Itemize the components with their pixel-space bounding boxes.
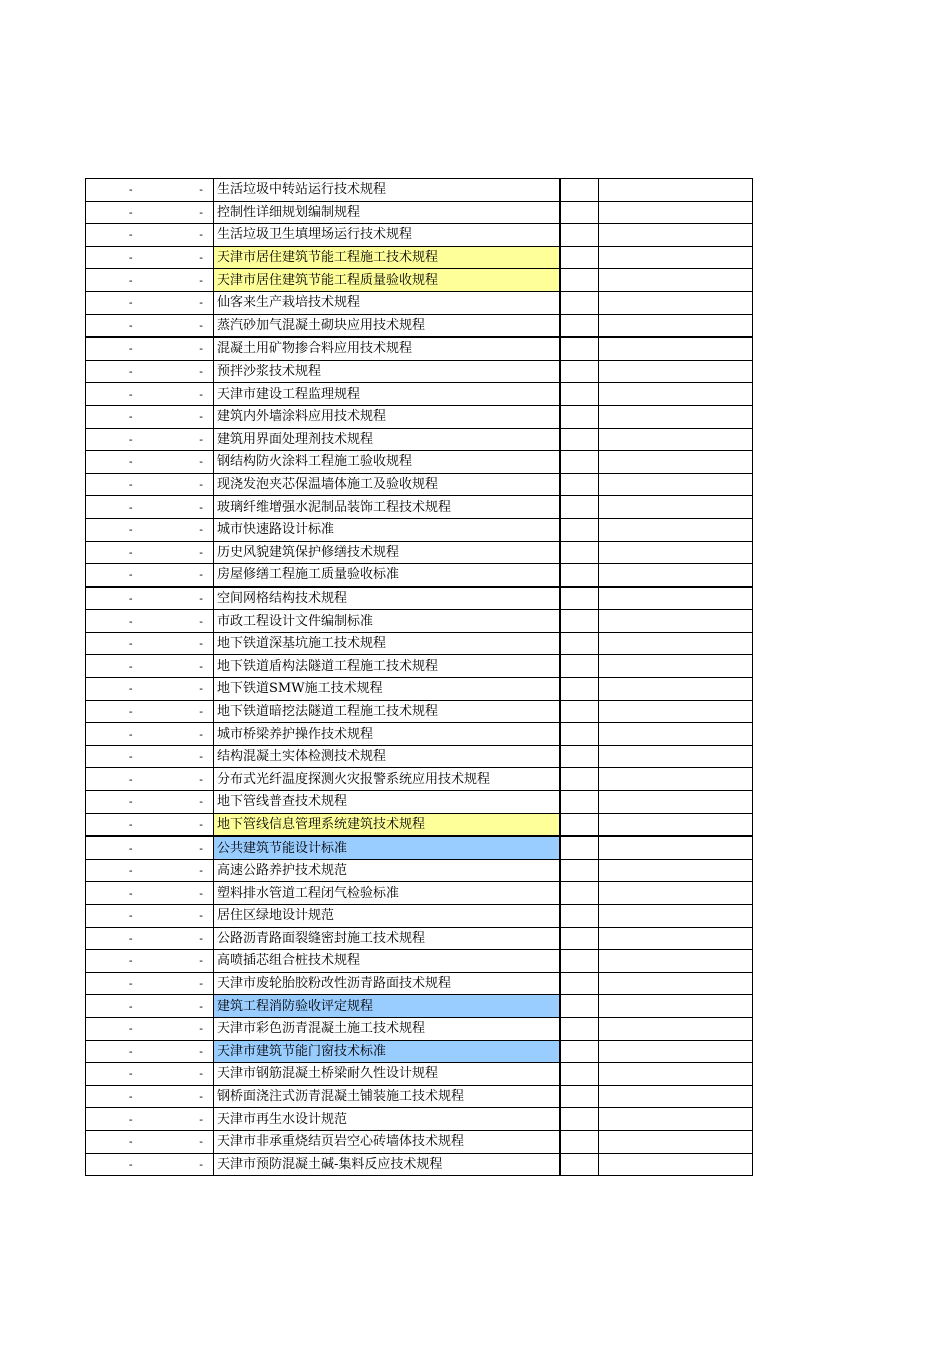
table-row xyxy=(86,246,753,269)
dash-cell-a[interactable]: - xyxy=(86,950,176,973)
empty-cell[interactable] xyxy=(599,428,753,451)
dash-cell-b[interactable]: - xyxy=(176,1017,214,1040)
empty-cell[interactable] xyxy=(599,1017,753,1040)
standard-name-cell[interactable]: 控制性详细规划编制规程 xyxy=(214,201,560,224)
table-row xyxy=(86,337,753,360)
empty-cell[interactable] xyxy=(599,201,753,224)
standard-name-cell[interactable]: 蒸汽砂加气混凝土砌块应用技术规程 xyxy=(214,314,560,337)
table-row xyxy=(86,1108,753,1131)
empty-cell[interactable] xyxy=(560,655,599,678)
empty-cell[interactable] xyxy=(560,882,599,905)
dash-cell-a[interactable]: - xyxy=(86,927,176,950)
dash-cell-b[interactable]: - xyxy=(176,995,214,1018)
standard-name-cell[interactable]: 空间网格结构技术规程 xyxy=(214,587,560,610)
dash-cell-a[interactable]: - xyxy=(86,451,176,474)
standard-name-cell[interactable]: 天津市居住建筑节能工程质量验收规程 xyxy=(214,269,560,292)
dash-cell-b[interactable]: - xyxy=(176,791,214,814)
table-row xyxy=(86,655,753,678)
table-row xyxy=(86,269,753,292)
dash-cell-b[interactable]: - xyxy=(176,496,214,519)
standard-name-cell[interactable]: 天津市建筑节能门窗技术标准 xyxy=(214,1040,560,1063)
dash-cell-b[interactable]: - xyxy=(176,360,214,383)
dash-cell-b[interactable]: - xyxy=(176,1130,214,1153)
empty-cell[interactable] xyxy=(560,1085,599,1108)
empty-cell[interactable] xyxy=(560,995,599,1018)
table-row xyxy=(86,905,753,928)
dash-cell-b[interactable]: - xyxy=(176,859,214,882)
empty-cell[interactable] xyxy=(599,1040,753,1063)
dash-cell-a[interactable]: - xyxy=(86,1153,176,1176)
empty-cell[interactable] xyxy=(599,1153,753,1176)
dash-cell-b[interactable]: - xyxy=(176,1063,214,1086)
dash-cell-a[interactable]: - xyxy=(86,428,176,451)
dash-cell-a[interactable]: - xyxy=(86,610,176,633)
empty-cell[interactable] xyxy=(599,905,753,928)
empty-cell[interactable] xyxy=(560,768,599,791)
dash-cell-a[interactable]: - xyxy=(86,201,176,224)
empty-cell[interactable] xyxy=(599,859,753,882)
dash-cell-a[interactable]: - xyxy=(86,1108,176,1131)
dash-cell-b[interactable]: - xyxy=(176,451,214,474)
standard-name-cell[interactable]: 生活垃圾中转站运行技术规程 xyxy=(214,179,560,202)
table-row xyxy=(86,678,753,701)
table-row xyxy=(86,995,753,1018)
empty-cell[interactable] xyxy=(599,383,753,406)
table-row xyxy=(86,1017,753,1040)
dash-cell-a[interactable]: - xyxy=(86,1017,176,1040)
dash-cell-b[interactable]: - xyxy=(176,405,214,428)
empty-cell[interactable] xyxy=(560,1040,599,1063)
dash-cell-a[interactable]: - xyxy=(86,337,176,360)
dash-cell-a[interactable]: - xyxy=(86,383,176,406)
standard-name-cell[interactable]: 结构混凝土实体检测技术规程 xyxy=(214,745,560,768)
empty-cell[interactable] xyxy=(560,428,599,451)
table-row xyxy=(86,224,753,247)
standard-name-cell[interactable]: 预拌沙浆技术规程 xyxy=(214,360,560,383)
standard-name-cell[interactable]: 城市桥梁养护操作技术规程 xyxy=(214,723,560,746)
table-row xyxy=(86,1153,753,1176)
dash-cell-a[interactable]: - xyxy=(86,791,176,814)
table-row xyxy=(86,859,753,882)
empty-cell[interactable] xyxy=(560,451,599,474)
standard-name-cell[interactable]: 建筑内外墙涂料应用技术规程 xyxy=(214,405,560,428)
empty-cell[interactable] xyxy=(560,632,599,655)
table-row xyxy=(86,610,753,633)
standard-name-cell[interactable]: 天津市再生水设计规范 xyxy=(214,1108,560,1131)
standards-table xyxy=(85,178,753,1176)
empty-cell[interactable] xyxy=(560,927,599,950)
empty-cell[interactable] xyxy=(560,314,599,337)
dash-cell-b[interactable]: - xyxy=(176,1085,214,1108)
empty-cell[interactable] xyxy=(599,745,753,768)
empty-cell[interactable] xyxy=(599,995,753,1018)
empty-cell[interactable] xyxy=(599,360,753,383)
table-row xyxy=(86,632,753,655)
empty-cell[interactable] xyxy=(599,179,753,202)
empty-cell[interactable] xyxy=(560,405,599,428)
dash-cell-b[interactable]: - xyxy=(176,473,214,496)
empty-cell[interactable] xyxy=(560,360,599,383)
standard-name-cell[interactable]: 地下铁道盾构法隧道工程施工技术规程 xyxy=(214,655,560,678)
standard-name-cell[interactable]: 公共建筑节能设计标准 xyxy=(214,836,560,859)
empty-cell[interactable] xyxy=(560,723,599,746)
empty-cell[interactable] xyxy=(599,632,753,655)
dash-cell-a[interactable]: - xyxy=(86,269,176,292)
standard-name-cell[interactable]: 地下铁道暗挖法隧道工程施工技术规程 xyxy=(214,700,560,723)
standard-name-cell[interactable]: 房屋修缮工程施工质量验收标准 xyxy=(214,564,560,587)
empty-cell[interactable] xyxy=(599,564,753,587)
dash-cell-a[interactable]: - xyxy=(86,859,176,882)
dash-cell-b[interactable]: - xyxy=(176,518,214,541)
empty-cell[interactable] xyxy=(599,927,753,950)
dash-cell-a[interactable]: - xyxy=(86,995,176,1018)
standard-name-cell[interactable]: 现浇发泡夹芯保温墙体施工及验收规程 xyxy=(214,473,560,496)
empty-cell[interactable] xyxy=(599,723,753,746)
standard-name-cell[interactable]: 生活垃圾卫生填埋场运行技术规程 xyxy=(214,224,560,247)
empty-cell[interactable] xyxy=(599,496,753,519)
standards-table-body xyxy=(86,179,753,1176)
empty-cell[interactable] xyxy=(599,473,753,496)
empty-cell[interactable] xyxy=(599,972,753,995)
dash-cell-a[interactable]: - xyxy=(86,496,176,519)
empty-cell[interactable] xyxy=(599,1130,753,1153)
table-row xyxy=(86,972,753,995)
dash-cell-a[interactable]: - xyxy=(86,564,176,587)
standard-name-cell[interactable]: 城市快速路设计标准 xyxy=(214,518,560,541)
standard-name-cell[interactable]: 钢桥面浇注式沥青混凝土铺装施工技术规程 xyxy=(214,1085,560,1108)
table-row xyxy=(86,791,753,814)
table-row xyxy=(86,745,753,768)
dash-cell-b[interactable]: - xyxy=(176,723,214,746)
table-row xyxy=(86,291,753,314)
empty-cell[interactable] xyxy=(599,587,753,610)
empty-cell[interactable] xyxy=(560,587,599,610)
empty-cell[interactable] xyxy=(560,246,599,269)
dash-cell-b[interactable]: - xyxy=(176,179,214,202)
table-row xyxy=(86,518,753,541)
dash-cell-a[interactable]: - xyxy=(86,972,176,995)
empty-cell[interactable] xyxy=(560,791,599,814)
standard-name-cell[interactable]: 天津市彩色沥青混凝土施工技术规程 xyxy=(214,1017,560,1040)
dash-cell-a[interactable]: - xyxy=(86,678,176,701)
empty-cell[interactable] xyxy=(599,610,753,633)
dash-cell-b[interactable]: - xyxy=(176,383,214,406)
table-row xyxy=(86,360,753,383)
dash-cell-b[interactable]: - xyxy=(176,927,214,950)
empty-cell[interactable] xyxy=(599,678,753,701)
empty-cell[interactable] xyxy=(560,269,599,292)
empty-cell[interactable] xyxy=(560,201,599,224)
empty-cell[interactable] xyxy=(560,1130,599,1153)
empty-cell[interactable] xyxy=(560,700,599,723)
dash-cell-a[interactable]: - xyxy=(86,768,176,791)
empty-cell[interactable] xyxy=(599,1063,753,1086)
dash-cell-a[interactable]: - xyxy=(86,1040,176,1063)
empty-cell[interactable] xyxy=(560,678,599,701)
dash-cell-b[interactable]: - xyxy=(176,972,214,995)
empty-cell[interactable] xyxy=(599,224,753,247)
empty-cell[interactable] xyxy=(560,541,599,564)
empty-cell[interactable] xyxy=(599,541,753,564)
dash-cell-b[interactable]: - xyxy=(176,610,214,633)
table-row xyxy=(86,1085,753,1108)
dash-cell-b[interactable]: - xyxy=(176,700,214,723)
standard-name-cell[interactable]: 钢结构防火涂料工程施工验收规程 xyxy=(214,451,560,474)
empty-cell[interactable] xyxy=(599,791,753,814)
standard-name-cell[interactable]: 天津市预防混凝土碱-集料反应技术规程 xyxy=(214,1153,560,1176)
dash-cell-a[interactable]: - xyxy=(86,632,176,655)
dash-cell-b[interactable]: - xyxy=(176,1108,214,1131)
table-row xyxy=(86,1040,753,1063)
standard-name-cell[interactable]: 天津市废轮胎胶粉改性沥青路面技术规程 xyxy=(214,972,560,995)
dash-cell-b[interactable]: - xyxy=(176,291,214,314)
dash-cell-a[interactable]: - xyxy=(86,518,176,541)
empty-cell[interactable] xyxy=(560,473,599,496)
dash-cell-b[interactable]: - xyxy=(176,950,214,973)
dash-cell-b[interactable]: - xyxy=(176,905,214,928)
dash-cell-a[interactable]: - xyxy=(86,291,176,314)
table-row xyxy=(86,836,753,859)
dash-cell-a[interactable]: - xyxy=(86,360,176,383)
dash-cell-a[interactable]: - xyxy=(86,836,176,859)
empty-cell[interactable] xyxy=(560,1108,599,1131)
dash-cell-b[interactable]: - xyxy=(176,882,214,905)
dash-cell-b[interactable]: - xyxy=(176,337,214,360)
empty-cell[interactable] xyxy=(560,564,599,587)
dash-cell-a[interactable]: - xyxy=(86,224,176,247)
empty-cell[interactable] xyxy=(560,291,599,314)
standard-name-cell[interactable]: 天津市居住建筑节能工程施工技术规程 xyxy=(214,246,560,269)
dash-cell-b[interactable]: - xyxy=(176,678,214,701)
standard-name-cell[interactable]: 天津市建设工程监理规程 xyxy=(214,383,560,406)
empty-cell[interactable] xyxy=(560,224,599,247)
standard-name-cell[interactable]: 地下管线信息管理系统建筑技术规程 xyxy=(214,813,560,836)
standard-name-cell[interactable]: 建筑工程消防验收评定规程 xyxy=(214,995,560,1018)
standard-name-cell[interactable]: 历史风貌建筑保护修缮技术规程 xyxy=(214,541,560,564)
empty-cell[interactable] xyxy=(599,405,753,428)
empty-cell[interactable] xyxy=(560,1153,599,1176)
dash-cell-b[interactable]: - xyxy=(176,745,214,768)
dash-cell-b[interactable]: - xyxy=(176,541,214,564)
empty-cell[interactable] xyxy=(599,314,753,337)
table-row xyxy=(86,428,753,451)
dash-cell-a[interactable]: - xyxy=(86,655,176,678)
dash-cell-b[interactable]: - xyxy=(176,564,214,587)
empty-cell[interactable] xyxy=(599,655,753,678)
table-row xyxy=(86,882,753,905)
dash-cell-b[interactable]: - xyxy=(176,655,214,678)
dash-cell-b[interactable]: - xyxy=(176,314,214,337)
dash-cell-a[interactable]: - xyxy=(86,246,176,269)
dash-cell-a[interactable]: - xyxy=(86,1085,176,1108)
table-row xyxy=(86,723,753,746)
empty-cell[interactable] xyxy=(599,451,753,474)
standard-name-cell[interactable]: 地下铁道深基坑施工技术规程 xyxy=(214,632,560,655)
standard-name-cell[interactable]: 塑料排水管道工程闭气检验标准 xyxy=(214,882,560,905)
empty-cell[interactable] xyxy=(560,950,599,973)
dash-cell-b[interactable]: - xyxy=(176,1040,214,1063)
standard-name-cell[interactable]: 玻璃纤维增强水泥制品装饰工程技术规程 xyxy=(214,496,560,519)
table-row xyxy=(86,405,753,428)
empty-cell[interactable] xyxy=(560,518,599,541)
empty-cell[interactable] xyxy=(599,813,753,836)
dash-cell-b[interactable]: - xyxy=(176,428,214,451)
empty-cell[interactable] xyxy=(599,1085,753,1108)
standard-name-cell[interactable]: 市政工程设计文件编制标准 xyxy=(214,610,560,633)
dash-cell-a[interactable]: - xyxy=(86,1130,176,1153)
dash-cell-a[interactable]: - xyxy=(86,405,176,428)
dash-cell-a[interactable]: - xyxy=(86,723,176,746)
standard-name-cell[interactable]: 分布式光纤温度探测火灾报警系统应用技术规程 xyxy=(214,768,560,791)
dash-cell-a[interactable]: - xyxy=(86,473,176,496)
dash-cell-a[interactable]: - xyxy=(86,1063,176,1086)
dash-cell-a[interactable]: - xyxy=(86,745,176,768)
standard-name-cell[interactable]: 高喷插芯组合桩技术规程 xyxy=(214,950,560,973)
table-row xyxy=(86,383,753,406)
standard-name-cell[interactable]: 天津市钢筋混凝土桥梁耐久性设计规程 xyxy=(214,1063,560,1086)
empty-cell[interactable] xyxy=(599,700,753,723)
standard-name-cell[interactable]: 仙客来生产栽培技术规程 xyxy=(214,291,560,314)
standard-name-cell[interactable]: 天津市非承重烧结页岩空心砖墙体技术规程 xyxy=(214,1130,560,1153)
dash-cell-a[interactable]: - xyxy=(86,314,176,337)
standard-name-cell[interactable]: 高速公路养护技术规范 xyxy=(214,859,560,882)
standard-name-cell[interactable]: 混凝土用矿物掺合料应用技术规程 xyxy=(214,337,560,360)
standard-name-cell[interactable]: 公路沥青路面裂缝密封施工技术规程 xyxy=(214,927,560,950)
dash-cell-a[interactable]: - xyxy=(86,179,176,202)
table-row xyxy=(86,473,753,496)
table-row xyxy=(86,496,753,519)
table-row xyxy=(86,1130,753,1153)
dash-cell-b[interactable]: - xyxy=(176,224,214,247)
empty-cell[interactable] xyxy=(599,768,753,791)
dash-cell-a[interactable]: - xyxy=(86,813,176,836)
standard-name-cell[interactable]: 地下铁道SMW施工技术规程 xyxy=(214,678,560,701)
empty-cell[interactable] xyxy=(560,813,599,836)
empty-cell[interactable] xyxy=(599,269,753,292)
empty-cell[interactable] xyxy=(599,518,753,541)
empty-cell[interactable] xyxy=(599,291,753,314)
table-row xyxy=(86,768,753,791)
table-row xyxy=(86,541,753,564)
standard-name-cell[interactable]: 地下管线普查技术规程 xyxy=(214,791,560,814)
dash-cell-a[interactable]: - xyxy=(86,587,176,610)
empty-cell[interactable] xyxy=(560,1017,599,1040)
table-row xyxy=(86,179,753,202)
empty-cell[interactable] xyxy=(599,337,753,360)
table-row xyxy=(86,564,753,587)
empty-cell[interactable] xyxy=(560,1063,599,1086)
empty-cell[interactable] xyxy=(560,179,599,202)
table-row xyxy=(86,813,753,836)
dash-cell-b[interactable]: - xyxy=(176,836,214,859)
empty-cell[interactable] xyxy=(560,905,599,928)
dash-cell-a[interactable]: - xyxy=(86,700,176,723)
dash-cell-b[interactable]: - xyxy=(176,813,214,836)
table-row xyxy=(86,451,753,474)
dash-cell-a[interactable]: - xyxy=(86,905,176,928)
table-row xyxy=(86,201,753,224)
dash-cell-b[interactable]: - xyxy=(176,269,214,292)
dash-cell-b[interactable]: - xyxy=(176,587,214,610)
empty-cell[interactable] xyxy=(599,882,753,905)
dash-cell-b[interactable]: - xyxy=(176,246,214,269)
empty-cell[interactable] xyxy=(560,337,599,360)
empty-cell[interactable] xyxy=(599,950,753,973)
table-row xyxy=(86,950,753,973)
table-row xyxy=(86,314,753,337)
standard-name-cell[interactable]: 建筑用界面处理剂技术规程 xyxy=(214,428,560,451)
empty-cell[interactable] xyxy=(560,745,599,768)
dash-cell-b[interactable]: - xyxy=(176,768,214,791)
empty-cell[interactable] xyxy=(560,610,599,633)
empty-cell[interactable] xyxy=(560,836,599,859)
empty-cell[interactable] xyxy=(599,1108,753,1131)
table-row xyxy=(86,927,753,950)
dash-cell-b[interactable]: - xyxy=(176,1153,214,1176)
empty-cell[interactable] xyxy=(560,859,599,882)
dash-cell-b[interactable]: - xyxy=(176,632,214,655)
table-row xyxy=(86,587,753,610)
dash-cell-a[interactable]: - xyxy=(86,541,176,564)
table-row xyxy=(86,1063,753,1086)
dash-cell-b[interactable]: - xyxy=(176,201,214,224)
dash-cell-a[interactable]: - xyxy=(86,882,176,905)
empty-cell[interactable] xyxy=(560,496,599,519)
empty-cell[interactable] xyxy=(560,972,599,995)
empty-cell[interactable] xyxy=(599,836,753,859)
table-row xyxy=(86,700,753,723)
standard-name-cell[interactable]: 居住区绿地设计规范 xyxy=(214,905,560,928)
empty-cell[interactable] xyxy=(599,246,753,269)
empty-cell[interactable] xyxy=(560,383,599,406)
